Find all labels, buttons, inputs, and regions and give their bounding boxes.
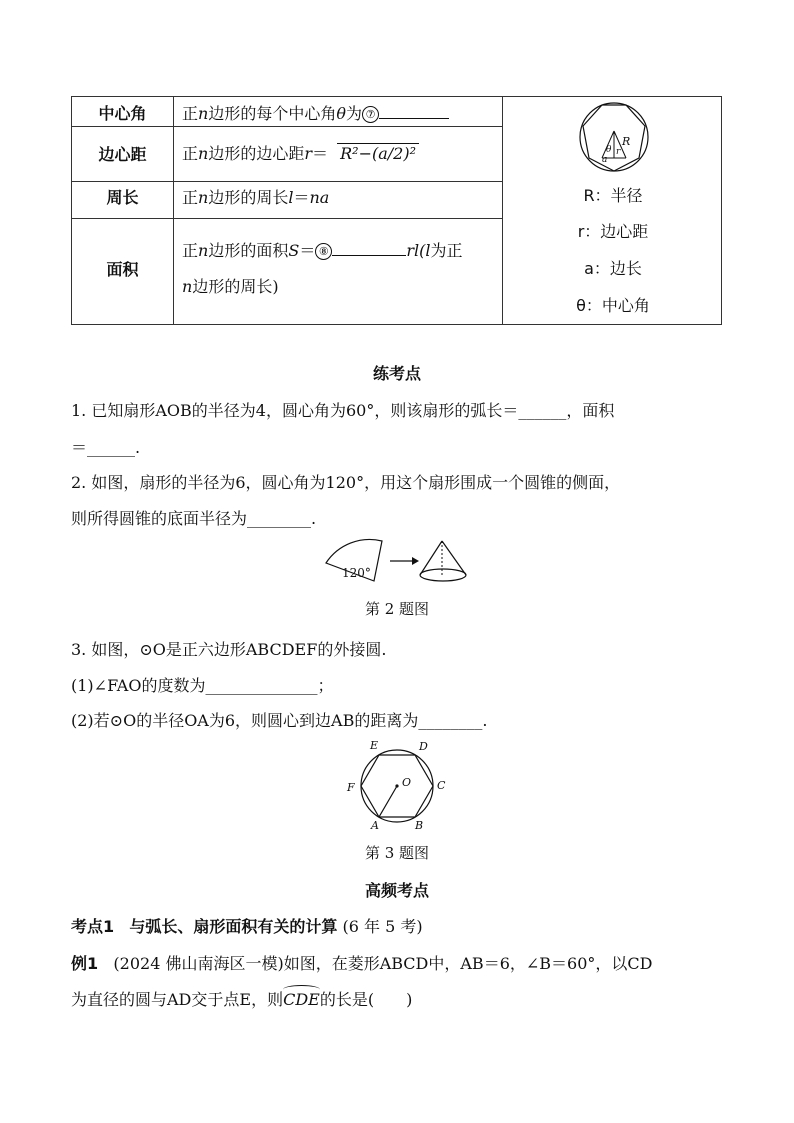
row-text-central-angle: 正n边形的每个中心角θ为 ⑦: [182, 101, 449, 124]
point-D: D: [419, 740, 428, 753]
point-F: F: [347, 781, 355, 794]
q2-line2: 则所得圆锥的底面半径为________.: [71, 509, 317, 528]
table-divider: [502, 97, 503, 324]
example-1-line1: 例1 (2024 佛山南海区一模)如图，在菱形ABCD中，AB＝6，∠B＝60°，以CD: [71, 954, 653, 973]
legend-R: R：半径: [583, 186, 643, 205]
row-text-perimeter: 正n边形的周长l＝na: [182, 188, 330, 207]
point-A: A: [371, 819, 379, 832]
row-text-apothem: 正n边形的边心距r＝ R²−(a/2)²: [182, 141, 419, 164]
fig-label-r: r: [616, 147, 621, 157]
q1-line2: ＝______.: [71, 438, 141, 457]
legend-theta: θ：中心角: [576, 296, 650, 315]
formula-table: [71, 96, 722, 325]
section-title-high-frequency: 高频考点: [364, 881, 429, 900]
q2-caption: 第 2 题图: [364, 600, 430, 618]
fig-label-R: R: [622, 135, 631, 148]
row-label-central-angle: 中心角: [98, 104, 147, 123]
example-1-line2: 为直径的圆与AD交于点E，则CDE的长是( ): [71, 990, 413, 1009]
row-text-area-line2: n边形的周长): [182, 277, 279, 296]
section-title-practice: 练考点: [372, 364, 421, 383]
fig-label-a: a: [602, 155, 608, 165]
row-label-area: 面积: [106, 260, 139, 279]
table-divider: [72, 126, 502, 127]
row-label-perimeter: 周长: [106, 188, 139, 207]
legend-r: r：边心距: [577, 222, 649, 241]
hexagon-circle-figure: [354, 748, 440, 828]
q3-line1: 3. 如图，⊙O是正六边形ABCDEF的外接圆.: [71, 640, 387, 659]
point-O: O: [402, 776, 412, 789]
key-point-1: 考点1 与弧长、扇形面积有关的计算 (6 年 5 考): [71, 917, 423, 936]
point-E: E: [370, 739, 379, 752]
apothem-formula: R²−(a/2)²: [337, 143, 419, 163]
polygon-circle-figure: [577, 101, 651, 173]
row-label-apothem: 边心距: [98, 145, 147, 164]
table-divider: [173, 97, 174, 324]
table-divider: [72, 181, 502, 182]
q2-line1: 2. 如图，扇形的半径为6，圆心角为120°，用这个扇形围成一个圆锥的侧面，: [71, 473, 621, 492]
point-C: C: [437, 779, 446, 792]
table-divider: [72, 218, 502, 219]
q3-line2: (1)∠FAO的度数为______________；: [71, 676, 334, 695]
point-B: B: [415, 819, 424, 832]
q3-caption: 第 3 题图: [364, 844, 430, 862]
row-text-area: 正n边形的面积S＝ ⑧ rl(l为正: [182, 241, 463, 260]
legend-a: a：边长: [584, 259, 642, 278]
q3-line3: (2)若⊙O的半径OA为6，则圆心到边AB的距离为________.: [71, 711, 488, 730]
fig-label-theta: θ: [606, 145, 612, 155]
q1-line1: 1. 已知扇形AOB的半径为4，圆心角为60°，则该扇形的弧长＝______，面积: [71, 401, 615, 420]
sector-angle-label: 120°: [342, 566, 371, 580]
arc-CDE: CDE: [283, 990, 320, 1009]
